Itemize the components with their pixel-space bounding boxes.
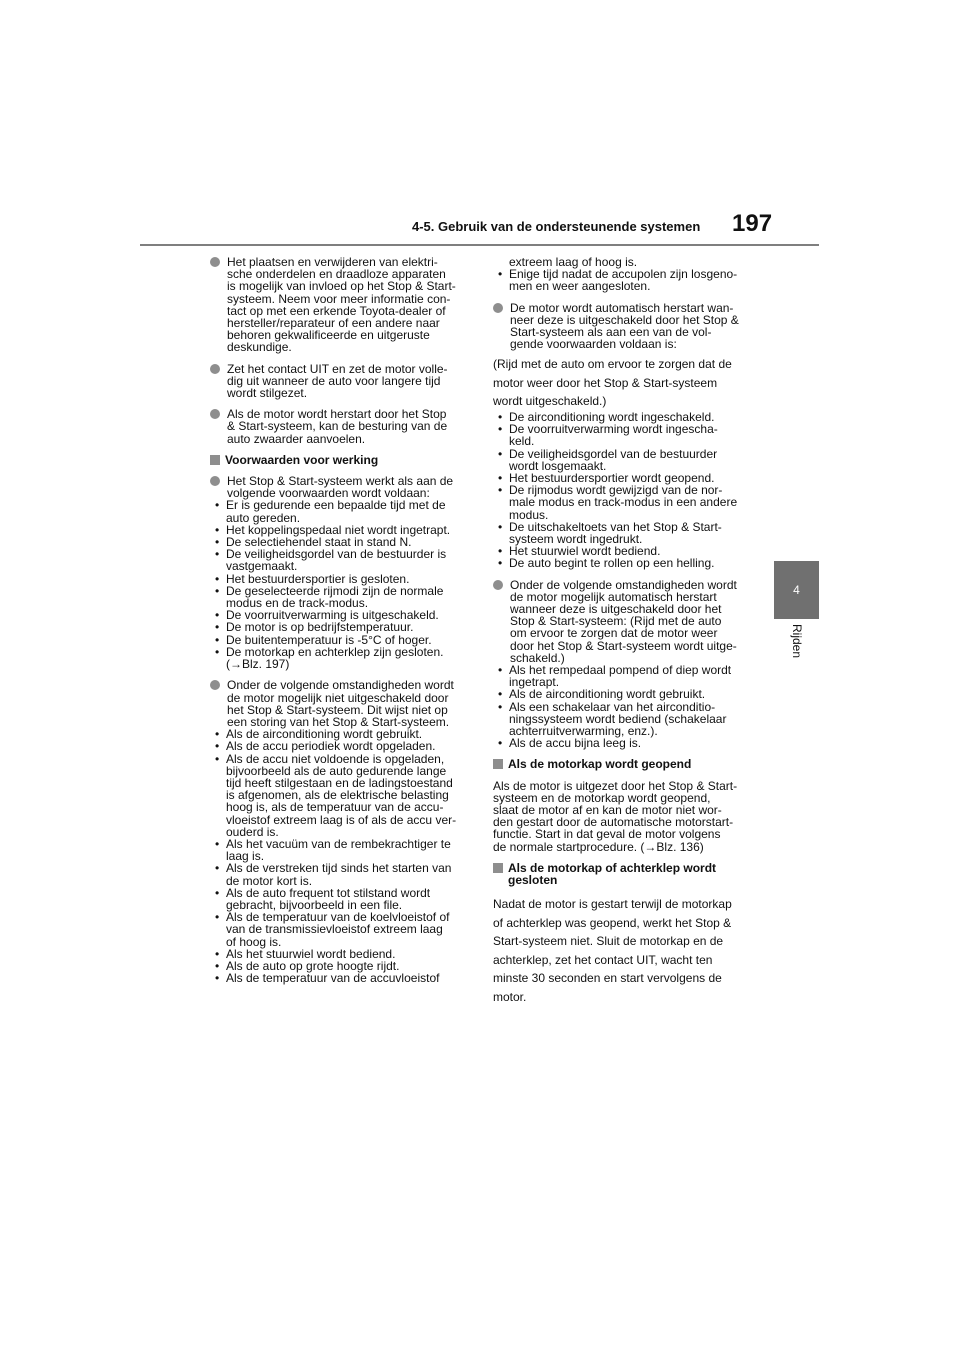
sub-list-item: • Als de verstreken tijd sinds het starten van de motor kort is.	[210, 862, 466, 886]
sub-list-item: • De voorruitverwarming wordt ingescha- keld.	[493, 423, 749, 447]
sub-list-item: • Als de accu periodiek wordt opgeladen.	[210, 740, 466, 752]
sub-list-item: • De buitentemperatuur is -5°C of hoger.	[210, 634, 466, 646]
bullet-text: Onder de volgende omstandigheden wordt de motor mogelijk automatisch herstart wanneer deze is uitgeschakeld door het Stop & Start-systeem: (Rijd met de auto om ervoor te zorgen dat de motor weer door het Stop & Start-systeem wordt uitge- schakeld.)	[510, 577, 737, 665]
sub-list-item: • De rijmodus wordt gewijzigd van de nor- male modus en track-modus in een andere modus.	[493, 484, 749, 521]
sub-list-item: • De veiligheidsgordel van de bestuurder wordt losgemaakt.	[493, 448, 749, 472]
right-column	[493, 256, 749, 1006]
square-bullet-icon	[210, 455, 220, 465]
heading-text: Als de motorkap of achterklep wordt gesloten	[508, 860, 717, 888]
sub-list-item: • De voorruitverwarming is uitgeschakeld.	[210, 609, 466, 621]
section-heading	[493, 758, 749, 770]
sub-list-item: • Als de auto op grote hoogte rijdt.	[210, 960, 466, 972]
sub-list-item: • Als het stuurwiel wordt bediend.	[210, 948, 466, 960]
sub-list-item: • Als het vacuüm van de rembekrachtiger te laag is.	[210, 838, 466, 862]
section-heading	[493, 862, 749, 886]
bullet-text: De motor wordt automatisch herstart wan- neer deze is uitgeschakeld door het Stop & Start-systeem als aan een van de vol- gende voorwaarden voldaan is:	[510, 300, 739, 352]
heading-text: Als de motorkap wordt geopend	[508, 757, 692, 772]
bullet-item	[210, 256, 466, 354]
circle-bullet-icon	[210, 476, 220, 486]
square-bullet-icon	[493, 759, 503, 769]
section-title: 4-5. Gebruik van de ondersteunende systemen	[412, 219, 701, 234]
chapter-label: Rijden	[790, 623, 804, 659]
bullet-text: Het Stop & Start-systeem werkt als aan de volgende voorwaarden wordt voldaan:	[227, 474, 454, 501]
heading-text: Voorwaarden voor werking	[225, 452, 379, 467]
continued-text: extreem laag of hoog is.	[509, 255, 638, 269]
circle-bullet-icon	[210, 680, 220, 690]
sub-list	[493, 664, 749, 749]
circle-bullet-icon	[210, 409, 220, 419]
bullet-item	[210, 363, 466, 400]
sub-list-item: • Als het rempedaal pompend of diep wordt ingetrapt.	[493, 664, 749, 688]
sub-list-item: • Als de temperatuur van de koelvloeistof of van de transmissievloeistof extreem laag of hoog is.	[210, 911, 466, 948]
left-column	[210, 256, 466, 984]
section-heading	[210, 454, 466, 466]
sub-list-item: • De motorkap en achterklep zijn gesloten. (→Blz. 197)	[210, 646, 466, 670]
sub-list-item: • Als de auto frequent tot stilstand wordt gebracht, bijvoorbeeld in een file.	[210, 887, 466, 911]
circle-bullet-icon	[493, 580, 503, 590]
sub-list	[210, 728, 466, 984]
bullet-item	[493, 579, 749, 664]
sub-list-item: • Als de airconditioning wordt gebruikt.	[210, 728, 466, 740]
paragraph: Als de motor is uitgezet door het Stop & Start- systeem en de motorkap wordt geopend, slaat de motor af en kan de motor niet wor- den gestart door de automatische motorstart- functie. Start in dat geval de motor volgens de normale startprocedure. (→Blz. 136)	[493, 778, 738, 854]
sub-list-item: • De airconditioning wordt ingeschakeld.	[493, 411, 749, 423]
square-bullet-icon	[493, 863, 503, 873]
page-number: 197	[732, 210, 773, 237]
sub-list-item: • Het stuurwiel wordt bediend.	[493, 545, 749, 557]
sub-list-item: • Het bestuurdersportier wordt geopend.	[493, 472, 749, 484]
sub-list-item: • De selectiehendel staat in stand N.	[210, 536, 466, 548]
note-paragraph: (Rijd met de auto om ervoor te zorgen dat de motor weer door het Stop & Start-systeem wordt uitgeschakeld.)	[493, 357, 732, 409]
sub-list-item: • De motor is op bedrijfstemperatuur.	[210, 621, 466, 633]
sub-list-item: • De uitschakeltoets van het Stop & Start- systeem wordt ingedrukt.	[493, 521, 749, 545]
sub-list-item: • Als de airconditioning wordt gebruikt.	[493, 688, 749, 700]
bullet-text: Onder de volgende omstandigheden wordt de motor mogelijk niet uitgeschakeld door het Stop & Start-systeem. Dit wijst niet op een storing van het Stop & Start-systeem.	[227, 678, 454, 729]
sub-list-item: • Het koppelingspedaal niet wordt ingetrapt.	[210, 524, 466, 536]
bullet-text: Het plaatsen en verwijderen van elektri- sche onderdelen en draadloze apparaten is mogelijk van invloed op het Stop & Start- systeem. Neem voor meer informatie con- tact op met een erkende Toyota-dealer of hersteller/reparateur of een andere naar behoren gekwalificeerde en uitgeruste deskundige.	[227, 255, 456, 355]
bullet-text: Als de motor wordt herstart door het Stop & Start-systeem, kan de besturing van de auto zwaarder aanvoelen.	[227, 407, 448, 446]
chapter-tab[interactable]: 4	[774, 561, 819, 619]
paragraph: Nadat de motor is gestart terwijl de motorkap of achterklep was geopend, werkt het Stop & Start-systeem niet. Sluit de motorkap en de achterklep, zet het contact UIT, wacht ten minste 30 seconden en start vervolgens de motor.	[493, 897, 732, 1004]
sub-list-item: • Enige tijd nadat de accupolen zijn losgeno- men en weer aangesloten.	[493, 268, 749, 292]
sub-list	[493, 268, 749, 292]
bullet-text: Zet het contact UIT en zet de motor volle- dig uit wanneer de auto voor langere tijd wordt stilgezet.	[227, 361, 448, 401]
sub-list-item: • De auto begint te rollen op een helling.	[493, 557, 749, 569]
sub-list-item: • Als de accu bijna leeg is.	[493, 737, 749, 749]
sub-list-item: • Als de temperatuur van de accuvloeistof	[210, 972, 466, 984]
sub-list-item: • Het bestuurdersportier is gesloten.	[210, 573, 466, 585]
sub-list-item: • De veiligheidsgordel van de bestuurder is vastgemaakt.	[210, 548, 466, 572]
sub-list-item: • Als een schakelaar van het airconditio- ningssysteem wordt bediend (schakelaar achterruitverwarming, enz.).	[493, 701, 749, 738]
circle-bullet-icon	[210, 364, 220, 374]
bullet-item	[210, 679, 466, 728]
sub-list-item: • Er is gedurende een bepaalde tijd met de auto gereden.	[210, 499, 466, 523]
bullet-item	[493, 302, 749, 351]
sub-list-item: • Als de accu niet voldoende is opgeladen, bijvoorbeeld als de auto gedurende lange tijd heeft stilgestaan en de ladingstoestand is afgenomen, als de elektrische belasting hoog is, als de temperatuur van de accu- vloeistof extreem laag is of als de accu ver- ouderd is.	[210, 753, 466, 838]
circle-bullet-icon	[493, 303, 503, 313]
bullet-item	[210, 475, 466, 499]
bullet-item	[210, 408, 466, 445]
sub-list	[210, 499, 466, 670]
header-divider	[140, 244, 819, 246]
sub-list	[493, 411, 749, 570]
circle-bullet-icon	[210, 257, 220, 267]
sub-list-item: • De geselecteerde rijmodi zijn de normale modus en de track-modus.	[210, 585, 466, 609]
